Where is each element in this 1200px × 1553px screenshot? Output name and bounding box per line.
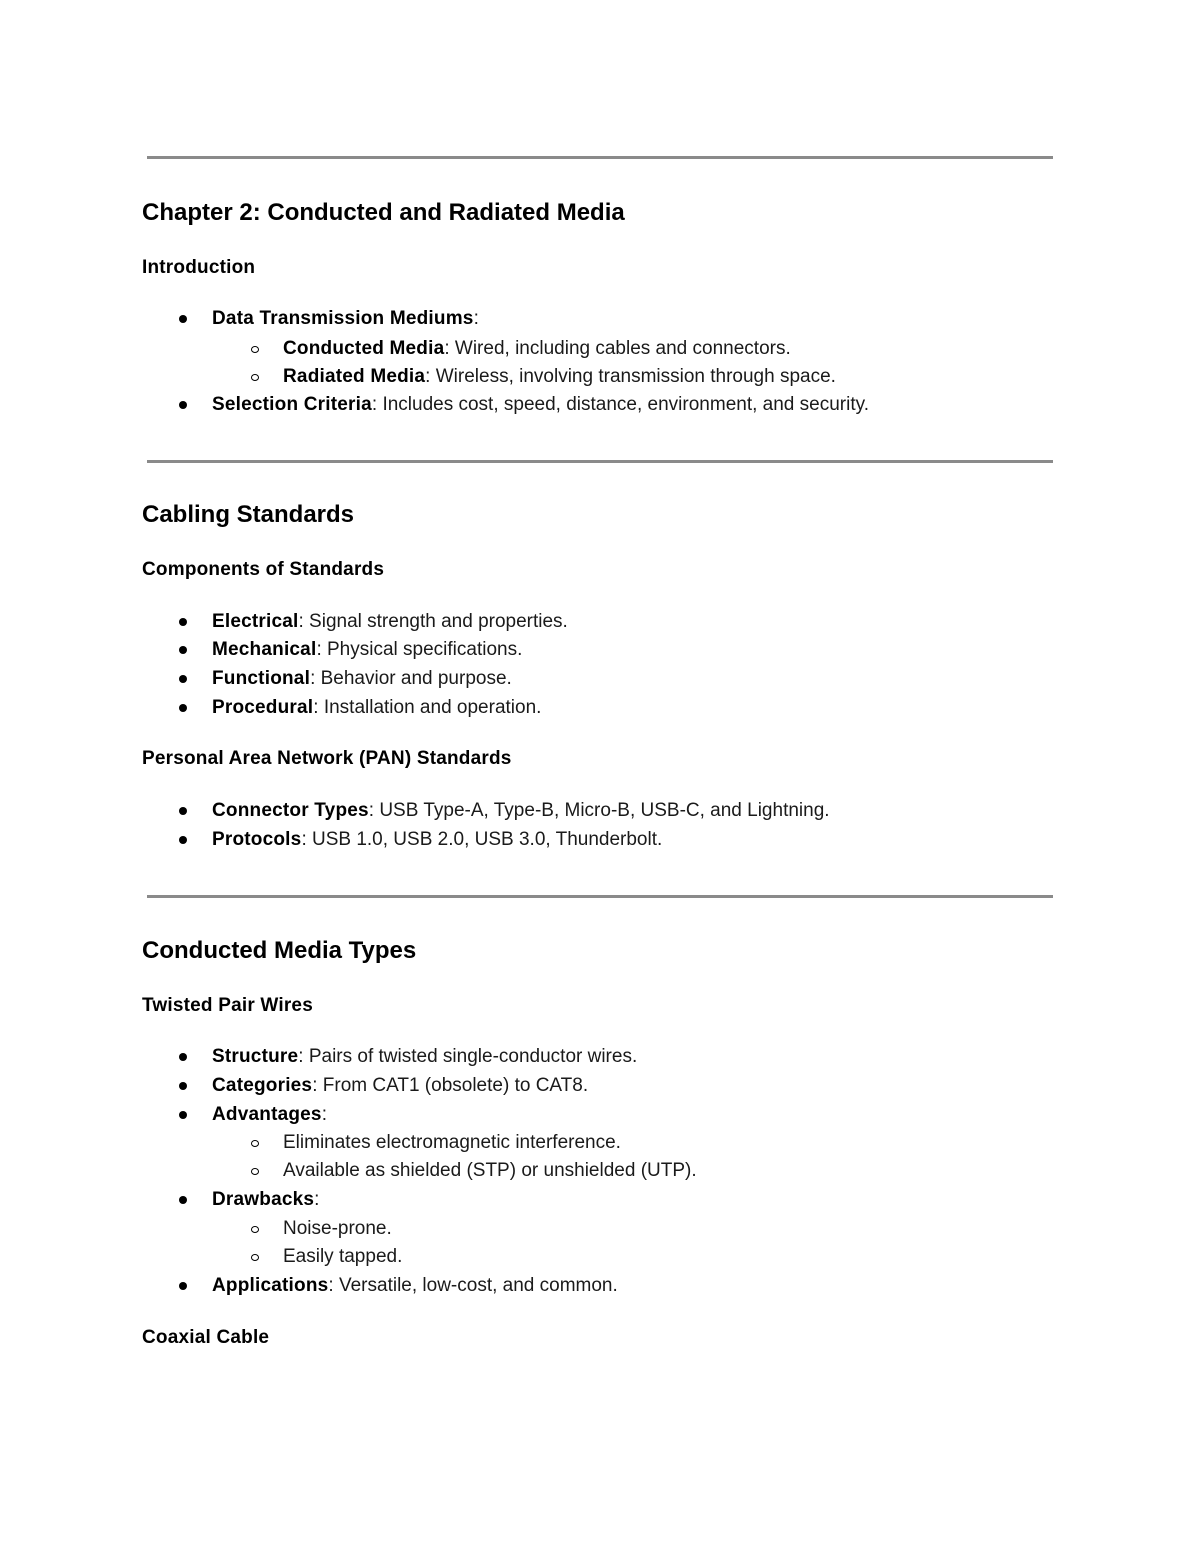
item-label: Protocols: [212, 829, 302, 850]
subsection-heading-coaxial: Coaxial Cable: [142, 1327, 270, 1348]
section-divider: [147, 460, 1053, 463]
item-label: Functional: [212, 668, 311, 689]
section-title: Conducted Media Types: [142, 937, 417, 964]
item-text: : Installation and operation.: [313, 697, 542, 718]
section-title: Cabling Standards: [142, 501, 355, 528]
list-item: [212, 1103, 327, 1127]
list-item: [212, 799, 830, 823]
subsection-heading-pan: Personal Area Network (PAN) Standards: [142, 748, 512, 769]
item-text: : Versatile, low-cost, and common.: [328, 1275, 618, 1296]
item-text: : Wireless, involving transmission through space.: [425, 366, 836, 387]
subsection-heading-introduction: Introduction: [142, 257, 256, 278]
item-label: Advantages: [212, 1104, 322, 1125]
item-text: : Includes cost, speed, distance, environment, and security.: [371, 394, 869, 415]
item-text: :: [314, 1189, 320, 1210]
item-text: Available as shielded (STP) or unshielded (UTP).: [283, 1160, 697, 1181]
list-item: [212, 1188, 319, 1212]
item-text: : From CAT1 (obsolete) to CAT8.: [312, 1075, 589, 1096]
item-text: : Behavior and purpose.: [310, 668, 512, 689]
item-label: Electrical: [212, 611, 299, 632]
item-text: : Pairs of twisted single-conductor wires.: [298, 1046, 638, 1067]
item-label: Selection Criteria: [212, 394, 372, 415]
item-text: Eliminates electromagnetic interference.: [283, 1132, 621, 1153]
hollow-bullet-icon: [251, 374, 259, 381]
item-text: : Physical specifications.: [316, 639, 523, 660]
item-label: Categories: [212, 1075, 313, 1096]
bullet-icon: [179, 1111, 187, 1119]
bullet-icon: [179, 1196, 187, 1204]
bullet-icon: [179, 807, 187, 815]
list-item: [212, 610, 568, 634]
item-label: Mechanical: [212, 639, 317, 660]
hollow-bullet-icon: [251, 346, 259, 353]
item-label: Procedural: [212, 697, 314, 718]
list-item: [212, 1274, 618, 1298]
item-text: Noise-prone.: [283, 1218, 392, 1239]
bullet-icon: [179, 618, 187, 626]
bullet-icon: [179, 675, 187, 683]
bullet-icon: [179, 1053, 187, 1061]
item-text: : USB 1.0, USB 2.0, USB 3.0, Thunderbolt.: [301, 829, 663, 850]
list-item: [212, 667, 512, 691]
list-item: [212, 307, 479, 331]
sub-list-item: [283, 1217, 392, 1241]
hollow-bullet-icon: [251, 1140, 259, 1147]
bullet-icon: [179, 1282, 187, 1290]
sub-list-item: [283, 1245, 402, 1269]
sub-list-item: [283, 1159, 697, 1183]
chapter-title: Chapter 2: Conducted and Radiated Media: [142, 199, 625, 226]
hollow-bullet-icon: [251, 1168, 259, 1175]
item-text: :: [473, 308, 479, 329]
item-text: : USB Type-A, Type-B, Micro-B, USB-C, and Lightning.: [368, 800, 830, 821]
subsection-heading-components: Components of Standards: [142, 559, 385, 580]
hollow-bullet-icon: [251, 1254, 259, 1261]
list-item: [212, 1074, 588, 1098]
list-item: [212, 393, 869, 417]
item-label: Radiated Media: [283, 366, 426, 387]
item-text: : Wired, including cables and connectors.: [444, 338, 791, 359]
bullet-icon: [179, 1082, 187, 1090]
hollow-bullet-icon: [251, 1226, 259, 1233]
list-item: [212, 696, 541, 720]
item-label: Applications: [212, 1275, 329, 1296]
item-text: : Signal strength and properties.: [298, 611, 568, 632]
item-label: Data Transmission Mediums: [212, 308, 474, 329]
bullet-icon: [179, 315, 187, 323]
sub-list-item: [283, 1131, 621, 1155]
sub-list-item: [283, 337, 791, 361]
item-label: Drawbacks: [212, 1189, 315, 1210]
sub-list-item: [283, 365, 836, 389]
list-item: [212, 828, 662, 852]
bullet-icon: [179, 401, 187, 409]
section-divider: [147, 895, 1053, 898]
item-label: Conducted Media: [283, 338, 445, 359]
item-label: Structure: [212, 1046, 299, 1067]
bullet-icon: [179, 646, 187, 654]
list-item: [212, 1045, 637, 1069]
section-divider: [147, 156, 1053, 159]
item-text: :: [321, 1104, 327, 1125]
list-item: [212, 638, 522, 662]
bullet-icon: [179, 704, 187, 712]
item-label: Connector Types: [212, 800, 369, 821]
bullet-icon: [179, 836, 187, 844]
subsection-heading-twisted-pair: Twisted Pair Wires: [142, 995, 313, 1016]
item-text: Easily tapped.: [283, 1246, 403, 1267]
